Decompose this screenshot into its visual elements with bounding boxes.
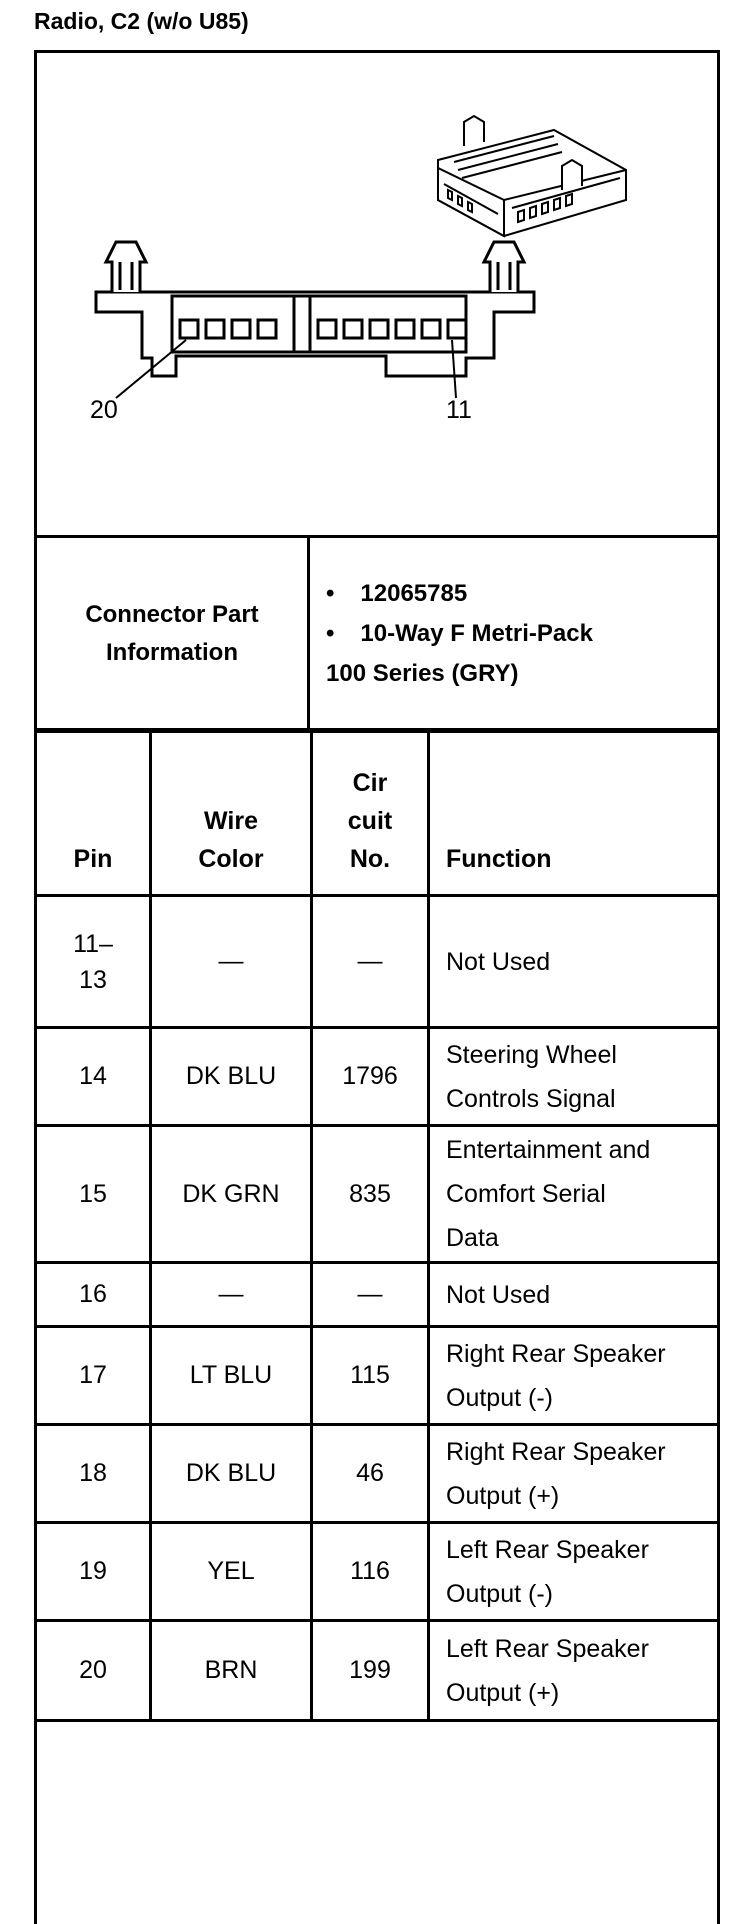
table-row (36, 1327, 719, 1425)
wire-color-cell: DK BLU (151, 1028, 312, 1126)
circuit-cell: 116 (312, 1523, 429, 1621)
connector-part-info (34, 538, 720, 733)
callout-pin-20: 20 (90, 396, 118, 424)
wire-color-cell: DK BLU (151, 1425, 312, 1523)
pin-cell: 17 (36, 1327, 151, 1425)
function-cell: Left Rear Speaker Output (-) (429, 1523, 719, 1621)
connector-drawing (34, 50, 720, 538)
header-pin: Pin (36, 730, 151, 896)
function-cell: Not Used (429, 896, 719, 1028)
connector-info-values (309, 538, 719, 732)
page-title: Radio, C2 (w/o U85) (34, 8, 249, 34)
circuit-cell: 115 (312, 1327, 429, 1425)
wire-color-cell: — (151, 1263, 312, 1327)
table-row (36, 1425, 719, 1523)
connector-thumbnail (438, 116, 626, 236)
table-row (36, 1126, 719, 1263)
function-cell: Right Rear Speaker Output (+) (429, 1425, 719, 1523)
pin-cell: 18 (36, 1425, 151, 1523)
pin-cell: 14 (36, 1028, 151, 1126)
circuit-cell: 1796 (312, 1028, 429, 1126)
connector-type: • 10-Way F Metri-Pack (326, 620, 593, 647)
pin-cell: 20 (36, 1621, 151, 1721)
header-wire-color: Wire Color (151, 730, 312, 896)
connector-series: 100 Series (GRY) (326, 660, 519, 687)
header-function: Function (429, 730, 719, 896)
table-header-row (36, 730, 719, 896)
wire-color-cell: — (151, 896, 312, 1028)
pin-cell: 19 (36, 1523, 151, 1621)
function-cell: Entertainment and Comfort Serial Data (429, 1126, 719, 1263)
wire-color-cell: YEL (151, 1523, 312, 1621)
pin-cell: 16 (36, 1263, 151, 1327)
circuit-cell: — (312, 1263, 429, 1327)
pin-cell: 11– 13 (36, 896, 151, 1028)
pin-cell: 15 (36, 1126, 151, 1263)
pinout-table (34, 728, 720, 1722)
circuit-cell: 835 (312, 1126, 429, 1263)
wire-color-cell: BRN (151, 1621, 312, 1721)
circuit-cell: 46 (312, 1425, 429, 1523)
function-cell: Not Used (429, 1263, 719, 1327)
wire-color-cell: LT BLU (151, 1327, 312, 1425)
circuit-cell: — (312, 896, 429, 1028)
callout-pin-11: 11 (446, 396, 472, 424)
circuit-cell: 199 (312, 1621, 429, 1721)
header-circuit-no: Cir cuit No. (312, 730, 429, 896)
table-row (36, 1263, 719, 1327)
function-cell: Left Rear Speaker Output (+) (429, 1621, 719, 1721)
table-row (36, 1028, 719, 1126)
table-row (36, 1621, 719, 1721)
part-number: • 12065785 (326, 580, 468, 607)
connector-info-label: Connector Part Information (36, 538, 309, 732)
connector-figure (34, 50, 720, 538)
function-cell: Right Rear Speaker Output (-) (429, 1327, 719, 1425)
wire-color-cell: DK GRN (151, 1126, 312, 1263)
table-row (36, 896, 719, 1028)
table-row (36, 1523, 719, 1621)
function-cell: Steering Wheel Controls Signal (429, 1028, 719, 1126)
